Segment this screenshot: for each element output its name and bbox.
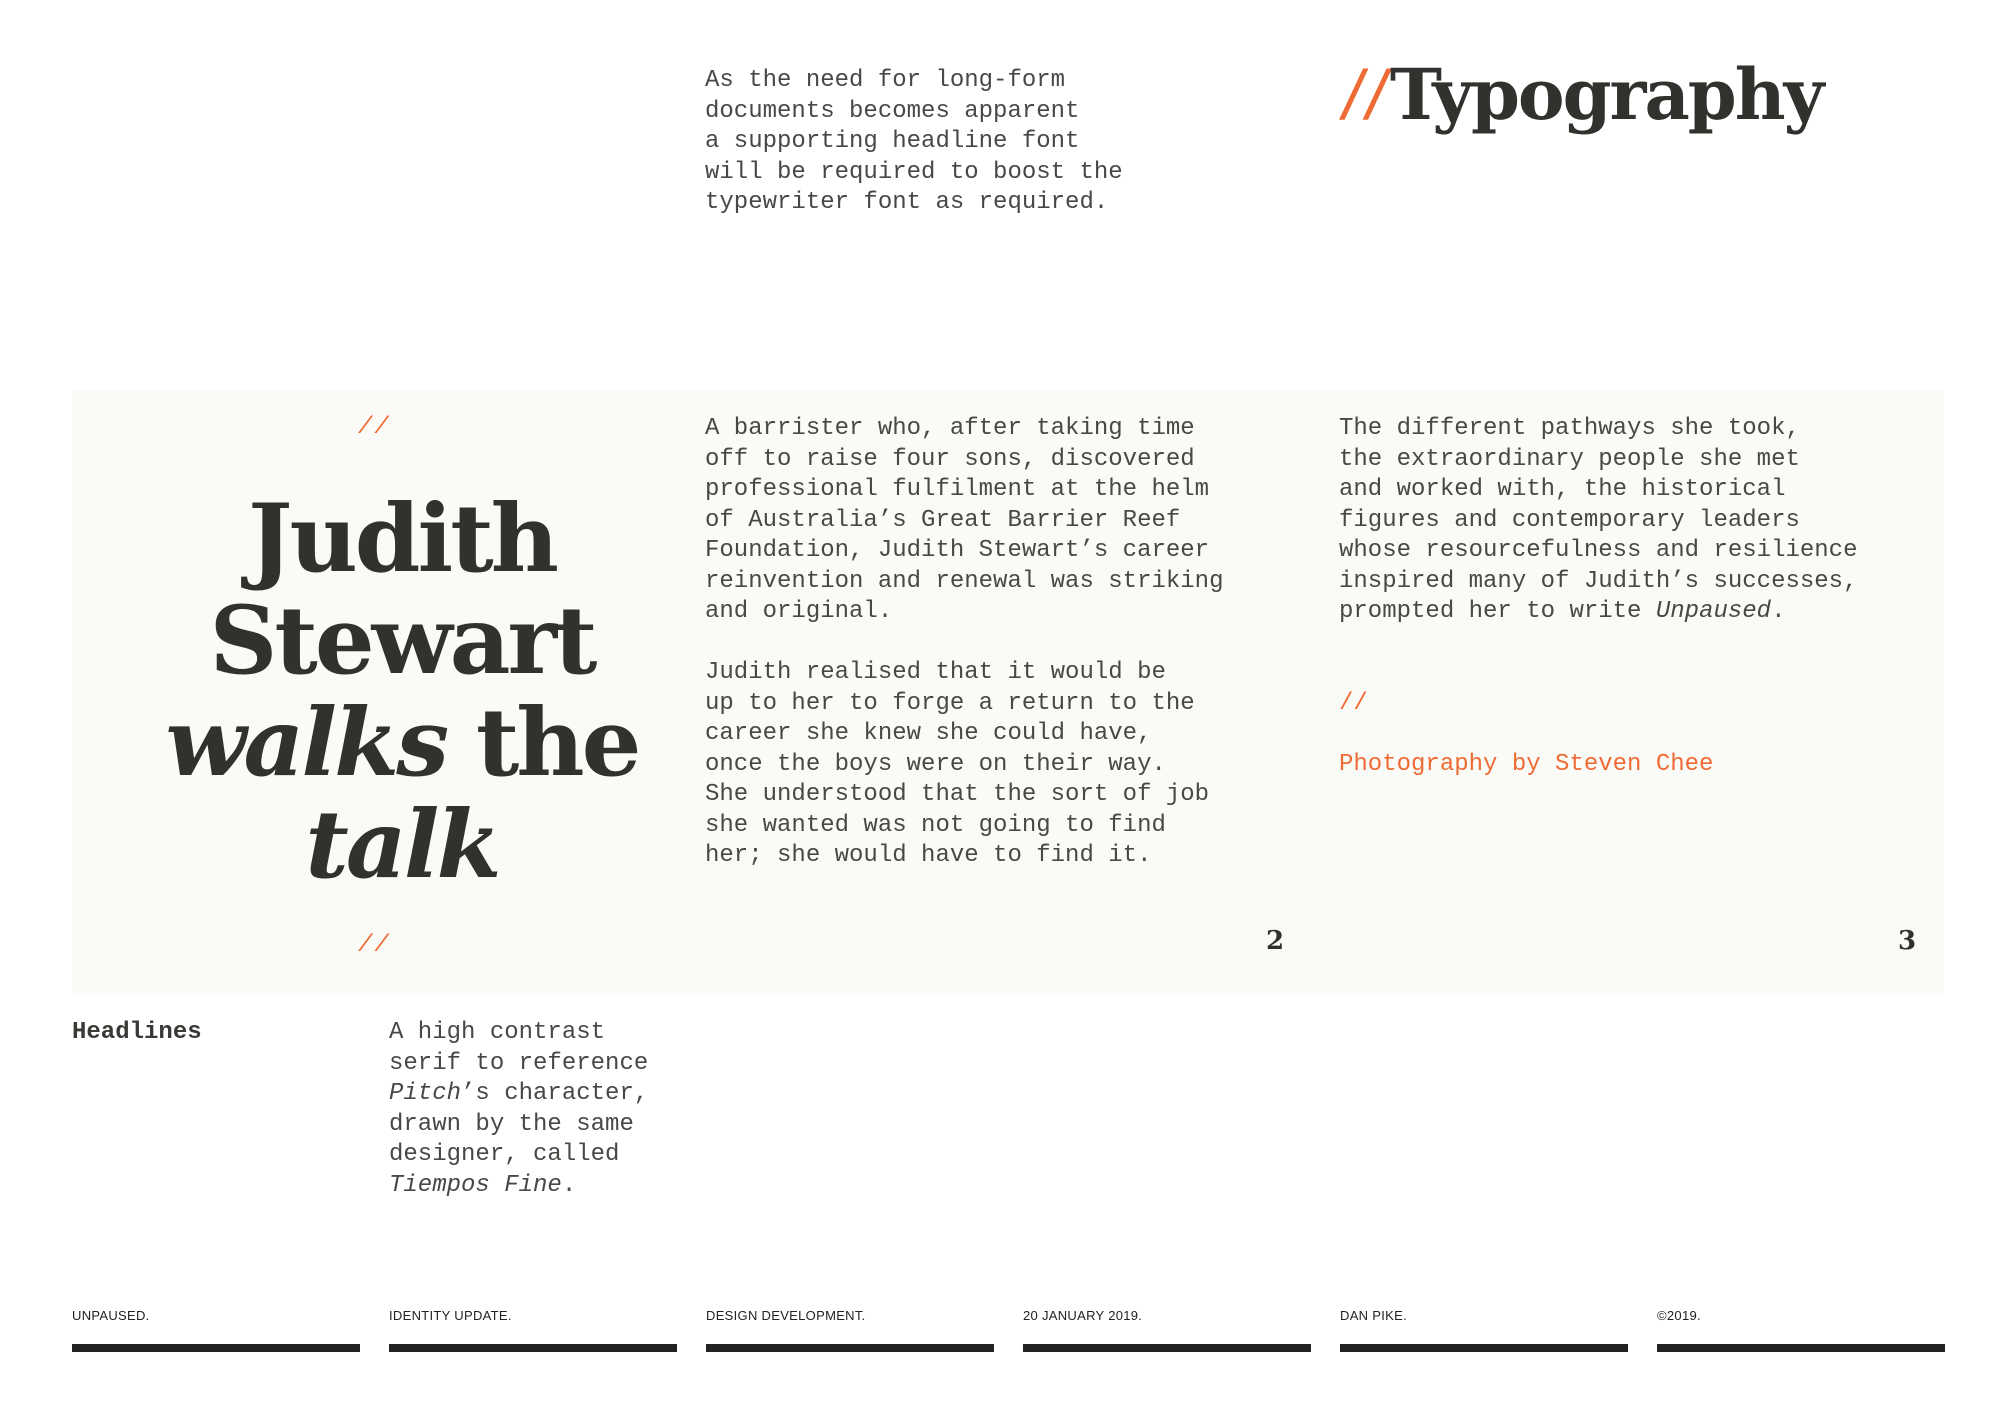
- page-number-3: 3: [1898, 926, 1917, 956]
- page-number-2: 2: [1266, 926, 1285, 956]
- headline-line-1: Judith: [247, 484, 557, 594]
- footer-bar: [1023, 1344, 1311, 1352]
- description-text-3: .: [561, 1171, 577, 1199]
- intro-paragraph: As the need for long-form documents becomes apparent a supporting headline font will be required to boost the typewriter font as required.: [705, 67, 1123, 216]
- description-italic-pitch: Pitch: [389, 1080, 462, 1107]
- footer-item-author: [1340, 1308, 1628, 1323]
- footer-item-unpaused: [72, 1308, 360, 1323]
- footer-bar: [72, 1344, 360, 1352]
- column-2-paragraph: [1339, 414, 1929, 628]
- footer-bar: [389, 1344, 677, 1352]
- footer-label: ©2019.: [1657, 1308, 1701, 1323]
- section-title: [1343, 50, 1822, 140]
- footer-item-identity: [389, 1308, 677, 1323]
- title-text: Typography: [1389, 53, 1823, 136]
- sample-headline: [152, 484, 652, 900]
- footer-item-copyright: [1657, 1308, 1945, 1323]
- footer-bar: [1657, 1344, 1945, 1352]
- photo-credit: [1339, 658, 1929, 811]
- description-text-1: A high contrast serif to reference: [389, 1019, 649, 1077]
- column-2-period: .: [1771, 598, 1786, 625]
- footer-label: DAN PIKE.: [1340, 1308, 1407, 1323]
- headline-the: the: [446, 688, 639, 798]
- footer-label: 20 JANUARY 2019.: [1023, 1308, 1143, 1323]
- title-slashes: //: [1343, 56, 1390, 134]
- description-text-2: ’s character, drawn by the same designer, called: [389, 1080, 649, 1168]
- footer-label: UNPAUSED.: [72, 1308, 150, 1323]
- column-1-paragraph-2: Judith realised that it would be up to her to forge a return to the career she knew she could have, once the boys were on their way. She understood that the sort of job she wanted was not going to find her; she would have to find it.: [705, 659, 1210, 869]
- headline-line-2: Stewart: [209, 586, 595, 696]
- footer-item-date: [1023, 1308, 1311, 1323]
- footer-item-design: [706, 1308, 994, 1323]
- footer-bar: [1340, 1344, 1628, 1352]
- sample-spread: [72, 390, 1944, 993]
- divider-top: //: [358, 414, 391, 441]
- column-2-text: The different pathways she took, the extraordinary people she met and worked with, the historical figures and contemporary leaders whose resourcefulness and resilience inspired many of Judith’s successes, prompted her to write: [1339, 415, 1858, 625]
- description-italic-tiempos: Tiempos Fine: [389, 1171, 562, 1199]
- book-title-italic: Unpaused: [1655, 598, 1772, 625]
- headlines-description: [389, 1018, 689, 1201]
- footer-label: IDENTITY UPDATE.: [389, 1308, 512, 1323]
- credit-slashes: //: [1339, 689, 1368, 717]
- column-1-paragraph-1: A barrister who, after taking time off to raise four sons, discovered professional fulfilment at the helm of Australia’s Great Barrier Reef Foundation, Judith Stewart’s career reinvention and renewal was striking and original.: [705, 415, 1224, 625]
- credit-text: Photography by Steven Chee: [1339, 750, 1714, 778]
- headline-line-4: talk: [305, 790, 499, 900]
- footer-bar: [706, 1344, 994, 1352]
- headline-italic-walks: walks: [165, 688, 447, 798]
- footer-label: DESIGN DEVELOPMENT.: [706, 1308, 866, 1323]
- headline-line-3: [152, 688, 652, 798]
- headlines-label: Headlines: [72, 1019, 202, 1046]
- divider-bottom: //: [358, 932, 391, 959]
